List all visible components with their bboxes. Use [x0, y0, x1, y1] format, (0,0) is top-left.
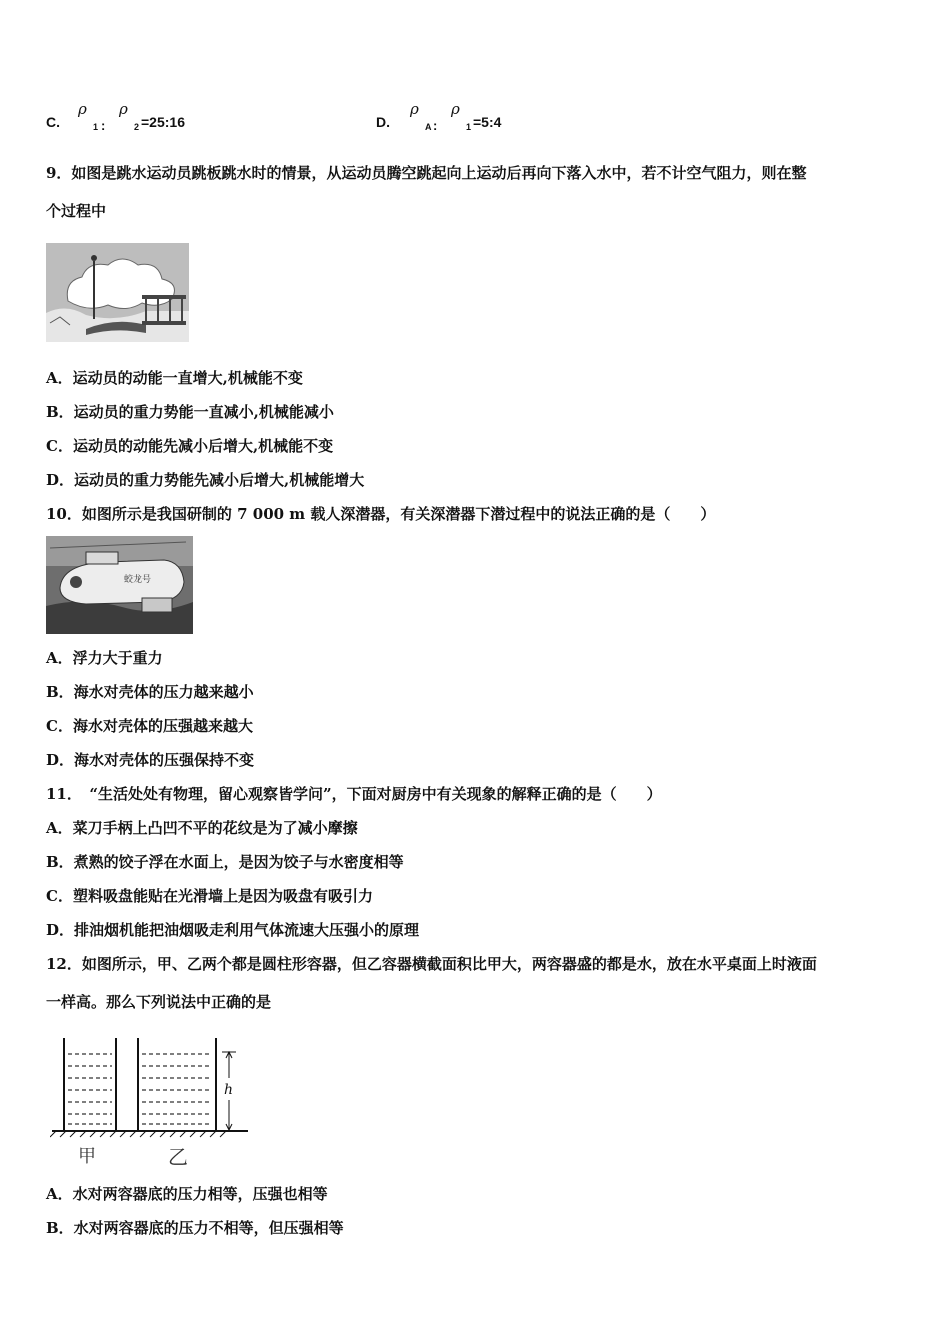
q9-option-d: D．运动员的重力势能先减小后增大,机械能增大 [46, 471, 365, 489]
subscript: A [425, 122, 432, 132]
option-d-prev [376, 114, 390, 130]
q12-option-a: A．水对两容器底的压力相等，压强也相等 [46, 1185, 328, 1203]
option-letter: C. [46, 114, 60, 130]
container-yi [138, 1038, 216, 1131]
container-jia [64, 1038, 116, 1131]
q12-option-b: B．水对两容器底的压力不相等，但压强相等 [46, 1219, 344, 1237]
containers-figure [50, 1034, 250, 1170]
q11-option-b: B．煮熟的饺子浮在水面上，是因为饺子与水密度相等 [46, 853, 404, 871]
subscript: 2 [134, 122, 140, 132]
submersible-figure [46, 536, 193, 634]
q11-option-a: A．菜刀手柄上凸凹不平的花纹是为了减小摩擦 [46, 819, 358, 837]
q11-option-d: D．排油烟机能把油烟吸走利用气体流速大压强小的原理 [46, 921, 420, 939]
q12-stem-line1: 12．如图所示，甲、乙两个都是圆柱形容器，但乙容器横截面积比甲大，两容器盛的都是水，放在水平桌面上时液面 [46, 955, 817, 973]
q9-stem-line1: 9．如图是跳水运动员跳板跳水时的情景，从运动员腾空跳起向上运动后再向下落入水中，若不计空气阻力，则在整 [46, 164, 807, 182]
rho-symbol: ρ [451, 100, 460, 118]
height-label: h [224, 1082, 234, 1098]
colon: : [101, 118, 106, 133]
q10-option-d: D．海水对壳体的压强保持不变 [46, 751, 255, 769]
label-yi: 乙 [168, 1145, 188, 1169]
colon: : [433, 118, 438, 133]
option-letter: D. [376, 114, 390, 130]
subscript: 1 [93, 122, 99, 132]
submersible-name-label: 蛟龙号 [124, 575, 152, 585]
option-c-prev [46, 114, 60, 130]
q9-stem-line2: 个过程中 [46, 202, 107, 220]
q10-option-b: B．海水对壳体的压力越来越小 [46, 683, 254, 701]
diving-figure [46, 243, 189, 342]
label-jia: 甲 [78, 1146, 96, 1167]
q9-option-a: A．运动员的动能一直增大,机械能不变 [46, 369, 303, 387]
subscript: 1 [466, 122, 472, 132]
q10-option-a: A．浮力大于重力 [46, 649, 163, 667]
rho-symbol: ρ [119, 100, 128, 118]
ratio-value: =5:4 [473, 114, 502, 130]
rho-symbol: ρ [410, 100, 419, 118]
q9-option-b: B．运动员的重力势能一直减小,机械能减小 [46, 403, 334, 421]
q10-option-c: C．海水对壳体的压强越来越大 [46, 717, 253, 735]
q12-stem-line2: 一样高。那么下列说法中正确的是 [46, 993, 272, 1011]
rho-symbol: ρ [78, 100, 87, 118]
q10-stem: 10．如图所示是我国研制的 7 000 m 载人深潜器，有关深潜器下潜过程中的说法正确的是（ ） [46, 505, 716, 523]
q11-option-c: C．塑料吸盘能贴在光滑墙上是因为吸盘有吸引力 [46, 887, 373, 905]
q11-stem: 11． “生活处处有物理，留心观察皆学问”，下面对厨房中有关现象的解释正确的是（ ） [46, 785, 662, 803]
ratio-value: =25:16 [141, 114, 185, 130]
q9-option-c: C．运动员的动能先减小后增大,机械能不变 [46, 437, 334, 455]
